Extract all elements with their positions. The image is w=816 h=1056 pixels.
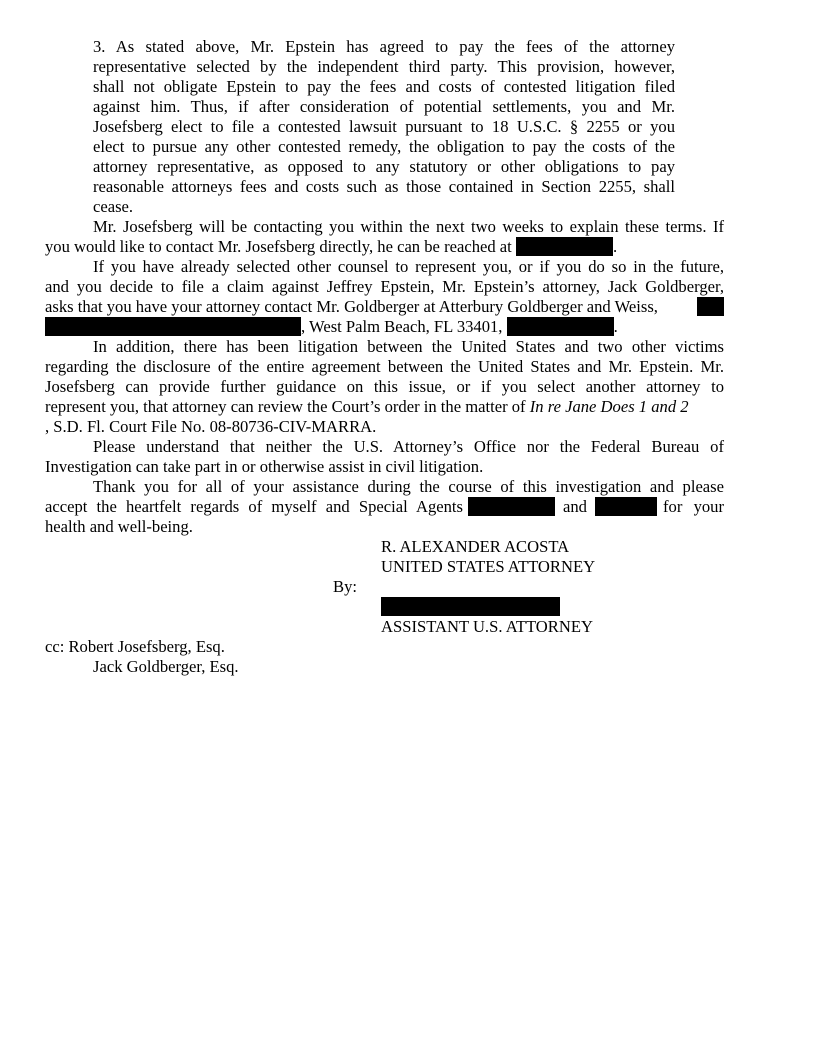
signature-title: ASSISTANT U.S. ATTORNEY [381,617,593,636]
cc-line-1: cc: Robert Josefsberg, Esq. [45,637,225,656]
civil-line-1: Please understand that neither the U.S. Attorney’s Office nor the Federal Bureau of [93,437,724,456]
redaction-signature [381,597,560,616]
counsel-line-3-text: asks that you have your attorney contact Mr. Goldberger at Atterbury Goldberger and Weiss, [45,297,658,316]
thanks-line-2-a: accept the heartfelt regards of myself and Special Agents [45,497,463,516]
thanks-line-3: health and well-being. [45,517,193,536]
contact-line-1: Mr. Josefsberg will be contacting you within the next two weeks to explain these terms. If [93,217,724,236]
redaction-agent-2 [595,497,657,516]
redaction-attorney-phone [507,317,614,336]
contact-line-2-end: . [612,237,618,256]
signature-office: UNITED STATES ATTORNEY [381,557,596,576]
counsel-line-4-end: . [613,317,618,336]
item3-line-4: against him. Thus, if after consideration of potential settlements, you and Mr. [93,97,675,116]
signature-by: By: [333,577,357,596]
item3-line-8: reasonable attorneys fees and costs such as those contained in Section 2255, shall [93,177,675,196]
litigation-line-2: regarding the disclosure of the entire agreement between the United States and Mr. Epstein. Mr. [45,357,724,376]
litigation-line-4 [45,397,689,417]
item3-line-9: cease. [93,197,134,216]
litigation-line-4-text: represent you, that attorney can review the Court’s order in the matter of [45,397,526,416]
contact-line-2 [45,237,617,257]
counsel-line-4 [45,317,618,337]
redaction-agent-1 [468,497,555,516]
counsel-line-1: If you have already selected other counsel to represent you, or if you do so in the future, [93,257,724,276]
item3-line-1: 3. As stated above, Mr. Epstein has agreed to pay the fees of the attorney [93,37,675,56]
contact-line-2-text: you would like to contact Mr. Josefsberg directly, he can be reached at [45,237,512,256]
redaction-address-start [697,297,724,316]
item3-line-6: elect to pursue any other contested remedy, the obligation to pay the costs of the [93,137,675,156]
litigation-line-1: In addition, there has been litigation between the United States and two other victims [93,337,724,356]
civil-line-2: Investigation can take part in or otherwise assist in civil litigation. [45,457,484,476]
item3-line-2: representative selected by the independent third party. This provision, however, [93,57,675,76]
redaction-phone [516,237,613,256]
item3-line-7: attorney representative, as opposed to any statutory or other obligations to pay [93,157,675,176]
litigation-line-5: , S.D. Fl. Court File No. 08-80736-CIV-MARRA. [45,417,377,436]
case-name: In re Jane Does 1 and 2 [529,397,689,416]
redaction-address [45,317,301,336]
litigation-line-3: Josefsberg can provide further guidance on this issue, or if you select another attorney to [45,377,724,396]
counsel-line-4-city: , West Palm Beach, FL 33401, [301,317,503,336]
item3-line-5: Josefsberg elect to file a contested lawsuit pursuant to 18 U.S.C. § 2255 or you [93,117,675,136]
signature-name: R. ALEXANDER ACOSTA [381,537,570,556]
thanks-line-1: Thank you for all of your assistance during the course of this investigation and please [93,477,724,496]
counsel-line-2: and you decide to file a claim against Jeffrey Epstein, Mr. Epstein’s attorney, Jack Goldberger, [45,277,724,296]
counsel-line-3 [45,297,658,317]
thanks-line-2-and: and [563,497,587,516]
item3-line-3: shall not obligate Epstein to pay the fees and costs of contested litigation filed [93,77,675,96]
thanks-line-2-b: for your [663,497,724,516]
cc-line-2: Jack Goldberger, Esq. [93,657,239,676]
